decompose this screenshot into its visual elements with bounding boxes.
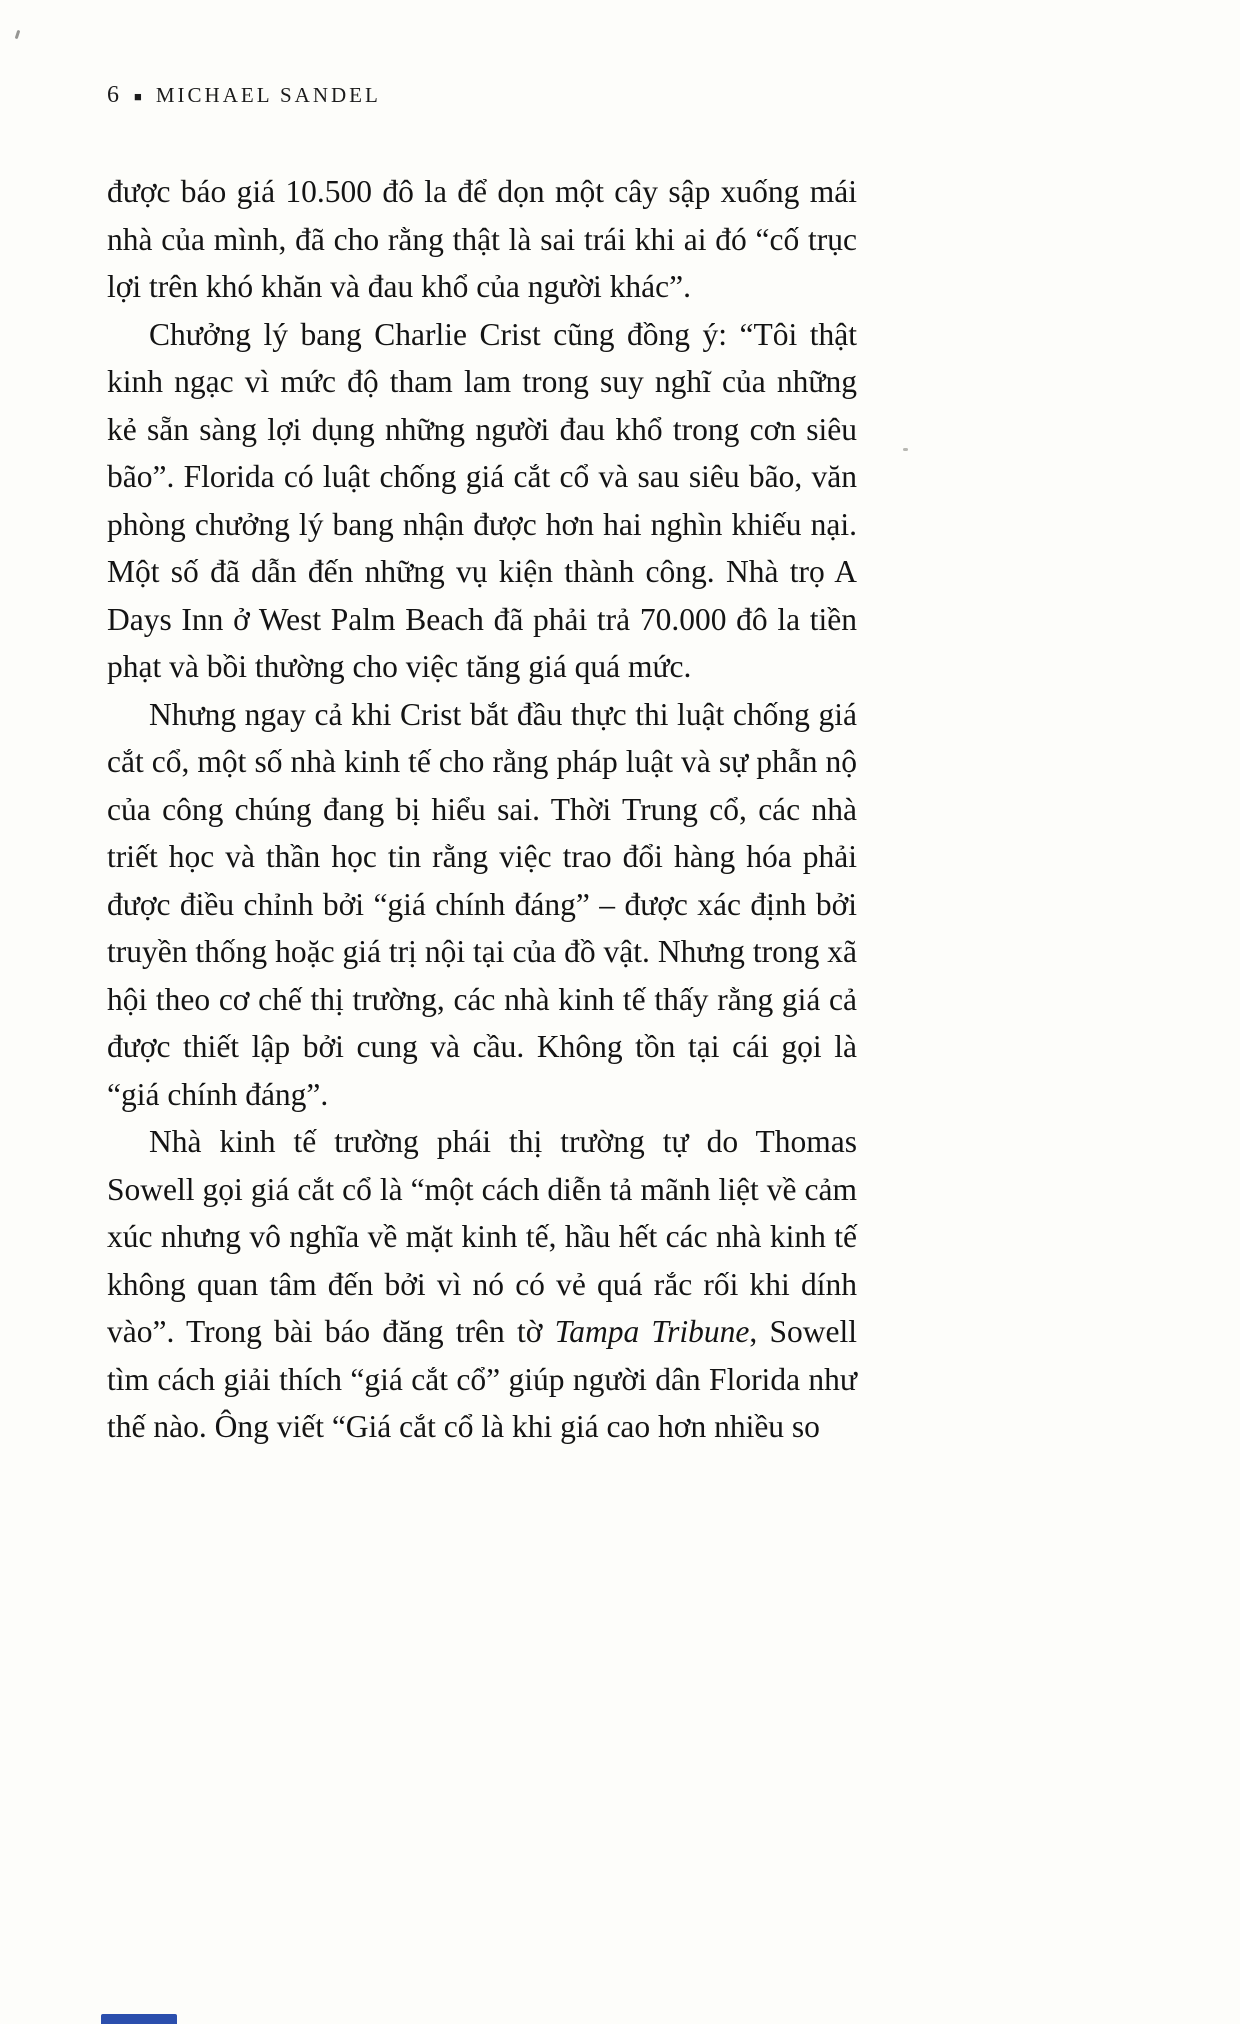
paragraph-continuation: được báo giá 10.500 đô la để dọn một cây sập xuống mái nhà của mình, đã cho rằng thật là sai trái khi ai đó “cố trục lợi trên khó khăn và đau khổ của người khác”. [107, 174, 857, 304]
scan-artifact [101, 2014, 177, 2024]
scan-speck-icon [903, 448, 908, 451]
paragraph: Nhưng ngay cả khi Crist bắt đầu thực thi luật chống giá cắt cổ, một số nhà kinh tế cho rằng pháp luật và sự phẫn nộ của công chúng đang bị hiểu sai. Thời Trung cổ, các nhà triết học và thần học tin rằng việc trao đổi hàng hóa phải được điều chỉnh bởi “giá chính đáng” – được xác định bởi truyền thống hoặc giá trị nội tại của đồ vật. Nhưng trong xã hội theo cơ chế thị trường, các nhà kinh tế thấy rằng giá cả được thiết lập bởi cung và cầu. Không tồn tại cái gọi là “giá chính đáng”. [107, 696, 857, 1112]
paragraph-text: Nhà kinh tế trường phái thị trường tự do Thomas Sowell gọi giá cắt cổ là “một cách diễn tả mãnh liệt về cảm xúc nhưng vô nghĩa về mặt kinh tế, hầu hết các nhà kinh tế không quan tâm đến bởi vì nó có vẻ quá rắc rối khi dính vào”. Trong bài báo đăng trên tờ [107, 1124, 857, 1349]
scan-speck-icon [15, 30, 21, 39]
square-bullet-icon: ■ [134, 89, 142, 104]
page-header [107, 82, 381, 109]
newspaper-title-italic: Tampa Tribune [554, 1314, 750, 1349]
paragraph-text: , Sowell tìm cách giải thích “giá cắt cổ” giúp người dân Florida như thế nào. Ông viết “Giá cắt cổ là khi giá cao hơn nhiều so [107, 1314, 857, 1444]
body-text [107, 168, 857, 1451]
page-number: 6 [107, 82, 120, 108]
paragraph: Chưởng lý bang Charlie Crist cũng đồng ý: “Tôi thật kinh ngạc vì mức độ tham lam trong suy nghĩ của những kẻ sẵn sàng lợi dụng những người đau khổ trong cơn siêu bão”. Florida có luật chống giá cắt cổ và sau siêu bão, văn phòng chưởng lý bang nhận được hơn hai nghìn khiếu nại. Một số đã dẫn đến những vụ kiện thành công. Nhà trọ A Days Inn ở West Palm Beach đã phải trả 70.000 đô la tiền phạt và bồi thường cho việc tăng giá quá mức. [107, 316, 857, 684]
paragraph [107, 1118, 857, 1451]
running-title: MICHAEL SANDEL [155, 83, 381, 107]
